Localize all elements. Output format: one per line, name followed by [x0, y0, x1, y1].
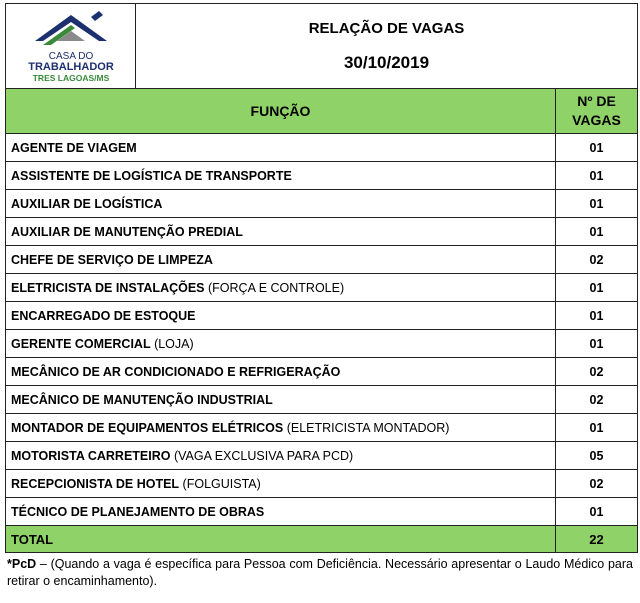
footnote-term: *PcD: [7, 557, 37, 571]
casa-do-trabalhador-logo: [13, 7, 129, 85]
job-function-name: ASSISTENTE DE LOGÍSTICA DE TRANSPORTE: [11, 168, 292, 183]
table-row: [6, 134, 638, 162]
job-function-cell: [6, 134, 556, 162]
job-function-note: (FORÇA E CONTROLE): [204, 280, 345, 295]
job-function-cell: [6, 442, 556, 470]
job-function-cell: [6, 190, 556, 218]
page-title: RELAÇÃO DE VAGAS: [308, 19, 465, 37]
table-row: [6, 246, 638, 274]
vacancy-count: 01: [556, 302, 638, 330]
vacancy-count: 01: [556, 190, 638, 218]
vacancy-count: 01: [556, 274, 638, 302]
vacancy-count: 01: [556, 414, 638, 442]
job-function-cell: [6, 302, 556, 330]
vacancy-count: 01: [556, 218, 638, 246]
job-function-cell: [6, 498, 556, 526]
job-function-name: MECÂNICO DE MANUTENÇÃO INDUSTRIAL: [11, 392, 273, 407]
job-function-cell: [6, 470, 556, 498]
table-row: [6, 302, 638, 330]
job-function-name: MECÂNICO DE AR CONDICIONADO E REFRIGERAÇÃO: [11, 364, 341, 379]
job-function-name: GERENTE COMERCIAL: [11, 336, 151, 351]
column-header-function: FUNÇÃO: [6, 89, 556, 134]
job-function-cell: [6, 330, 556, 358]
job-function-cell: [6, 414, 556, 442]
job-function-cell: [6, 162, 556, 190]
job-function-name: RECEPCIONISTA DE HOTEL: [11, 476, 180, 491]
job-function-note: (VAGA EXCLUSIVA PARA PCD): [170, 448, 354, 463]
vacancy-count: 02: [556, 386, 638, 414]
job-function-note: (ELETRICISTA MONTADOR): [283, 420, 450, 435]
table-row: [6, 470, 638, 498]
vacancy-count: 01: [556, 134, 638, 162]
table-row: [6, 218, 638, 246]
job-function-name: ELETRICISTA DE INSTALAÇÕES: [11, 280, 205, 295]
table-row: [6, 442, 638, 470]
job-function-name: AUXILIAR DE MANUTENÇÃO PREDIAL: [11, 224, 243, 239]
table-row: [6, 386, 638, 414]
job-function-cell: [6, 274, 556, 302]
vacancy-count: 05: [556, 442, 638, 470]
column-header-count-line-2: VAGAS: [572, 112, 621, 128]
job-function-name: AUXILIAR DE LOGÍSTICA: [11, 196, 163, 211]
total-label: TOTAL: [6, 526, 556, 553]
table-row: [6, 498, 638, 526]
page-date: 30/10/2019: [343, 52, 430, 72]
vacancy-count: 02: [556, 470, 638, 498]
table-row: [6, 330, 638, 358]
table-row: [6, 190, 638, 218]
job-function-cell: [6, 386, 556, 414]
vacancy-count: 01: [556, 330, 638, 358]
job-function-name: TÉCNICO DE PLANEJAMENTO DE OBRAS: [11, 504, 265, 519]
job-function-name: MOTORISTA CARRETEIRO: [11, 448, 171, 463]
title-row: [6, 4, 638, 89]
column-header-count-line-1: Nº DE: [577, 93, 616, 109]
logo-line-2: TRABALHADOR: [27, 61, 114, 73]
job-function-name: CHEFE DE SERVIÇO DE LIMPEZA: [11, 252, 213, 267]
table-row: [6, 274, 638, 302]
job-function-note: (LOJA): [150, 336, 194, 351]
logo-cell: [6, 4, 136, 89]
vacancy-count: 02: [556, 246, 638, 274]
job-function-cell: [6, 246, 556, 274]
vacancy-count: 02: [556, 358, 638, 386]
logo-line-1: CASA DO: [48, 51, 93, 62]
total-row: [6, 526, 638, 553]
job-function-name: ENCARREGADO DE ESTOQUE: [11, 308, 196, 323]
column-header-count: [556, 89, 638, 134]
logo-line-3: TRES LAGOAS/MS: [32, 73, 109, 83]
total-count: 22: [556, 526, 638, 553]
vacancy-sheet: [5, 3, 637, 590]
table-row: [6, 414, 638, 442]
job-function-note: (FOLGUISTA): [179, 476, 261, 491]
table-row: [6, 162, 638, 190]
footnote-text: – (Quando a vaga é específica para Pessoa com Deficiência. Necessário apresentar o Laudo Médico para retirar o encaminhamento).: [7, 557, 633, 588]
column-header-row: [6, 89, 638, 134]
vacancy-count: 01: [556, 498, 638, 526]
vacancy-table: [5, 3, 638, 553]
vacancy-count: 01: [556, 162, 638, 190]
table-row: [6, 358, 638, 386]
job-function-name: MONTADOR DE EQUIPAMENTOS ELÉTRICOS: [11, 420, 284, 435]
job-function-name: AGENTE DE VIAGEM: [11, 140, 137, 155]
job-function-cell: [6, 358, 556, 386]
footnote: [5, 553, 637, 590]
title-cell: [136, 4, 638, 89]
job-function-cell: [6, 218, 556, 246]
